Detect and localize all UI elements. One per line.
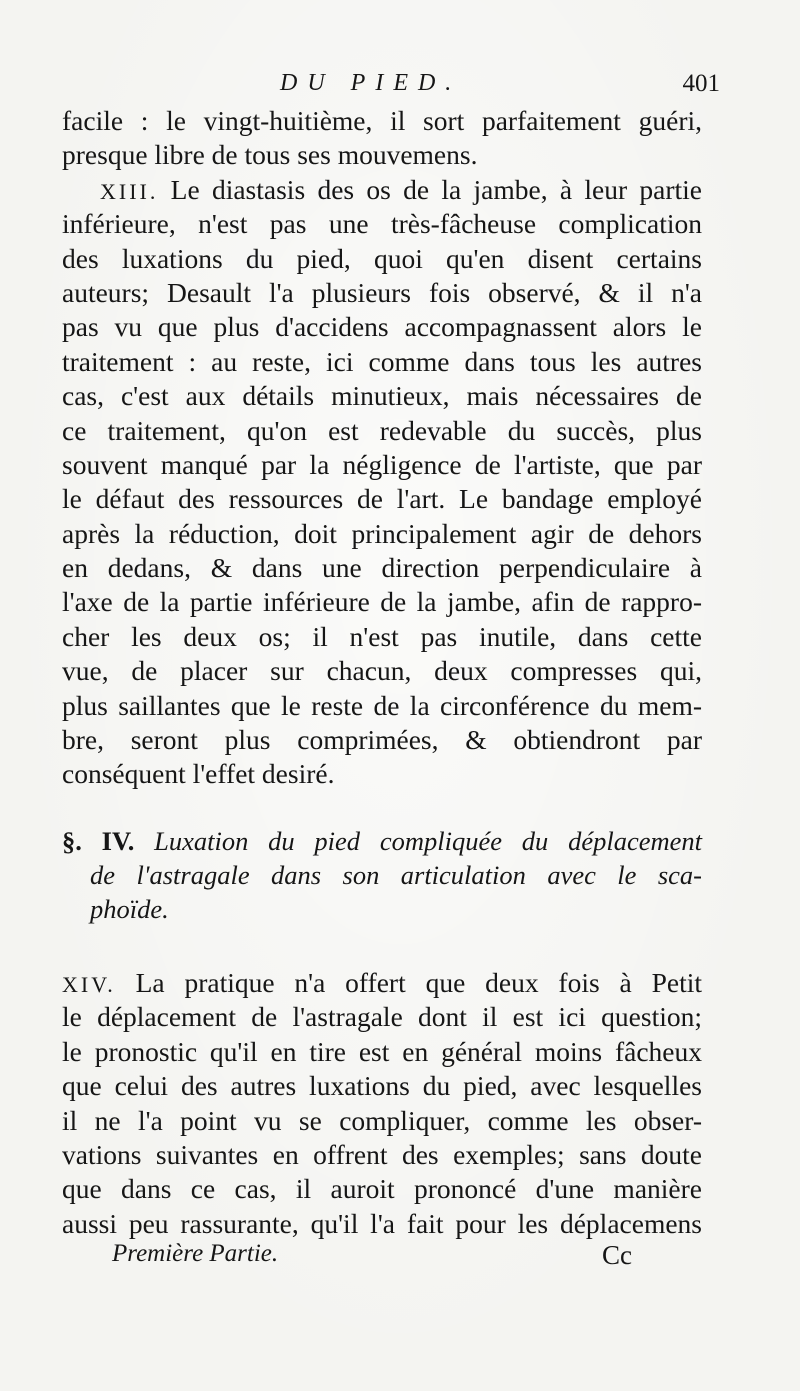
text-line: plus saillantes que le reste de la circonférence du mem- [62,689,702,721]
text-line: pas vu que plus d'accidens accompagnassent alors le [62,311,702,343]
section-title-line: phoïde. [90,894,169,924]
text-line: bre, seront plus comprimées, & obtiendront par [62,724,702,756]
text-line: que celui des autres luxations du pied, avec lesquelles [62,1070,702,1102]
text-line: le déplacement de l'astragale dont il est ici question; [62,1001,702,1033]
text-line: il ne l'a point vu se compliquer, comme les obser- [62,1104,702,1136]
text-line: le défaut des ressources de l'art. Le bandage employé [62,483,702,515]
section-title-line: Luxation du pied compliquée du déplacement [154,826,702,856]
page-number: 401 [682,70,720,97]
paragraph-first-line [62,966,702,1000]
section-text [62,966,702,1241]
text-line: auteurs; Desault l'a plusieurs fois observé, & il n'a [62,276,702,308]
section-heading-first-line [62,824,702,858]
text-line: ce traitement, qu'on est redevable du succès, plus [62,414,702,446]
section-title-line: de l'astragale dans son articulation avec le sca- [90,860,702,890]
section-heading [62,824,702,926]
main-text [62,104,702,792]
text-line: que dans ce cas, il auroit prononcé d'une manière [62,1173,702,1205]
running-head: DU PIED. [280,70,462,96]
section-number: §. IV. [62,826,135,856]
text-line: presque libre de tous ses mouvemens. [62,139,478,171]
text-line: cas, c'est aux détails minutieux, mais nécessaires de [62,380,702,412]
text-line: conséquent l'effet desiré. [62,758,335,790]
text-line: Le diastasis des os de la jambe, à leur partie [170,173,703,205]
text-line: cher les deux os; il n'est pas inutile, dans cette [62,620,702,652]
text-line: vue, de placer sur chacun, deux compresses qui, [62,655,702,687]
text-line: inférieure, n'est pas une très-fâcheuse complication [62,208,702,240]
text-line: après la réduction, doit principalement agir de dehors [62,517,702,549]
text-line: aussi peu rassurante, qu'il l'a fait pour les déplacemens [62,1207,702,1239]
paragraph-number: XIII. [100,178,159,204]
signature-mark: Cc [602,1240,632,1270]
text-line: des luxations du pied, quoi qu'en disent certains [62,242,702,274]
text-line: facile : le vingt-huitième, il sort parfaitement guéri, [62,105,702,136]
text-line: le pronostic qu'il en tire est en général moins fâcheux [62,1035,702,1067]
text-line: vations suivantes en offrent des exemples; sans doute [62,1138,702,1170]
paragraph-number: XIV. [62,972,116,997]
text-line: souvent manqué par la négligence de l'artiste, que par [62,448,702,480]
text-line: l'axe de la partie inférieure de la jambe, afin de rappro- [62,586,702,618]
signature-text: Première Partie. [112,1240,279,1267]
text-line: La pratique n'a offert que deux fois à Petit [135,967,702,998]
text-line: en dedans, & dans une direction perpendiculaire à [62,552,702,584]
text-line: traitement : au reste, ici comme dans tous les autres [62,345,702,377]
paragraph-first-line [62,173,702,207]
page-footer [112,1240,632,1280]
